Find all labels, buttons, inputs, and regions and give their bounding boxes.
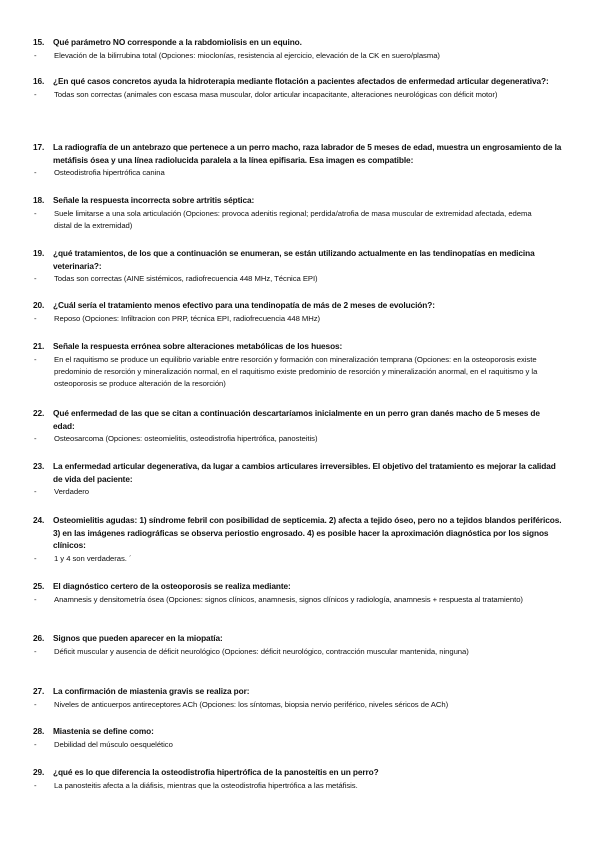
question-text: Señale la respuesta errónea sobre alteraciones metabólicas de los huesos: <box>53 341 343 351</box>
question-number: 27. <box>33 686 45 696</box>
question-item <box>33 685 563 711</box>
question-number: 29. <box>33 767 45 777</box>
question-text: ¿En qué casos concretos ayuda la hidroterapia mediante flotación a pacientes afectados de enfermedad articular degenerativa?: <box>53 76 549 86</box>
question-text: Miastenia se define como: <box>53 726 154 736</box>
bullet-dash: - <box>34 739 37 749</box>
question-number: 20. <box>33 300 45 310</box>
question-item <box>33 36 563 62</box>
question-item <box>33 141 563 179</box>
question-text: Signos que pueden aparecer en la miopatía: <box>53 633 223 643</box>
answer-text: Reposo (Opciones: Infiltracion con PRP, técnica EPI, radiofrecuencia 448 MHz) <box>54 313 321 323</box>
question-number: 22. <box>33 408 45 418</box>
question-number: 18. <box>33 195 45 205</box>
answer-text: Osteodistrofia hipertrófica canina <box>54 168 165 177</box>
answer-text: Todas son correctas (AINE sistémicos, radiofrecuencia 448 MHz, Técnica EPI) <box>54 274 318 283</box>
question-item <box>33 407 563 445</box>
question-number: 24. <box>33 515 45 525</box>
answer-text: Déficit muscular y ausencia de déficit neurológico (Opciones: déficit neurológico, contracción muscular mantenida, ninguna) <box>54 646 469 656</box>
question-number: 23. <box>33 461 45 471</box>
question-text: La radiografía de un antebrazo que pertenece a un perro macho, raza labrador de 5 meses de edad, muestra un engrosamiento de la metáfisis ósea y una línea radiolucida paralela a la línea epifisaria. Esa imagen es compatible: <box>53 142 562 165</box>
question-text: ¿qué es lo que diferencia la osteodistrofia hipertrófica de la panosteítis en un perro? <box>53 767 379 777</box>
answer-text: Debilidad del músculo oesquelético <box>54 739 173 749</box>
bullet-dash: - <box>34 274 37 283</box>
question-item <box>33 299 563 325</box>
bullet-dash: - <box>34 780 37 790</box>
question-text: ¿qué tratamientos, de los que a continuación se enumeran, se están utilizando actualmente en las tendinopatías en medicina veterinaria?: <box>53 248 535 271</box>
bullet-dash: - <box>34 699 37 709</box>
bullet-dash: - <box>34 553 37 563</box>
bullet-dash: - <box>34 487 37 496</box>
question-item <box>33 514 563 565</box>
question-item <box>33 632 563 658</box>
question-number: 19. <box>33 248 45 258</box>
answer-text: Anamnesis y densitometría ósea (Opciones: signos clínicos, anamnesis, signos clínicos y radiología, anamnesis + respuesta al tratamiento) <box>54 594 523 604</box>
question-number: 26. <box>33 633 45 643</box>
question-text: ¿Cuál sería el tratamiento menos efectivo para una tendinopatía de más de 2 meses de evolución?: <box>53 300 435 310</box>
question-text: Qué enfermedad de las que se citan a continuación descartaríamos inicialmente en un perro gran danés macho de 5 meses de edad: <box>53 408 540 431</box>
question-number: 17. <box>33 142 45 152</box>
question-item <box>33 194 563 232</box>
question-text: Osteomielitis agudas: 1) síndrome febril con posibilidad de septicemia. 2) afecta a tejido óseo, pero no a tejidos blandos periféricos. 3) en las imágenes radiográficas se observa periostio engrosado. 4) es posible hacer la aproximación diagnóstica por los signos clínicos: <box>53 515 562 550</box>
question-text: La enfermedad articular degenerativa, da lugar a cambios articulares irreversibles. El objetivo del tratamiento es mejorar la calidad de vida del paciente: <box>53 461 556 484</box>
answer-text: Niveles de anticuerpos antireceptores ACh (Opciones: los síntomas, biopsia nervio periférico, niveles séricos de ACh) <box>54 699 449 709</box>
answer-text: Elevación de la bilirrubina total (Opciones: mioclonías, resistencia al ejercicio, elevación de la CK en suero/plasma) <box>54 50 440 60</box>
bullet-dash: - <box>34 313 37 323</box>
question-item <box>33 340 563 390</box>
bullet-dash: - <box>34 646 37 656</box>
answer-text: 1 y 4 son verdaderas. ´ <box>54 553 132 563</box>
bullet-dash: - <box>34 354 37 364</box>
bullet-dash: - <box>34 208 37 218</box>
bullet-dash: - <box>34 50 37 60</box>
question-item <box>33 247 563 285</box>
question-text: Señale la respuesta incorrecta sobre artritis séptica: <box>53 195 255 205</box>
bullet-dash: - <box>34 89 37 99</box>
question-item <box>33 766 563 792</box>
question-number: 28. <box>33 726 45 736</box>
question-text: La confirmación de miastenia gravis se realiza por: <box>53 686 250 696</box>
bullet-dash: - <box>34 168 37 177</box>
question-item <box>33 725 563 751</box>
question-number: 15. <box>33 37 45 47</box>
question-number: 16. <box>33 76 45 86</box>
question-number: 21. <box>33 341 45 351</box>
answer-text: Osteosarcoma (Opciones: osteomielitis, osteodistrofia hipertrófica, panosteitis) <box>54 434 318 443</box>
question-item <box>33 75 563 101</box>
answer-text: En el raquitismo se produce un equilibrio variable entre resorción y formación con mineralización temprana (Opciones: en la osteoporosis existe predominio de resorción y mineralización normal, en el raquitismo existe predominio de resorción y mineralización anormal, en el raquitismo y la osteoporosis se produce alteración de la resorción) <box>54 354 538 388</box>
question-item <box>33 580 563 606</box>
bullet-dash: - <box>34 434 37 443</box>
question-text: El diagnóstico certero de la osteoporosis se realiza mediante: <box>53 581 291 591</box>
question-text: Qué parámetro NO corresponde a la rabdomiolisis en un equino. <box>53 37 302 47</box>
answer-text: Verdadero <box>54 487 90 496</box>
answer-text: La panosteitis afecta a la diáfisis, mientras que la osteodistrofia hipertrófica a las metáfisis. <box>54 780 358 790</box>
answer-text: Suele limitarse a una sola articulación (Opciones: provoca adenitis regional; perdida/atrofia de masa muscular de extremidad afectada, edema distal de la extremidad) <box>54 208 532 230</box>
answer-text: Todas son correctas (animales con escasa masa muscular, dolor articular incapacitante, alteraciones neurológicas con déficit motor) <box>54 89 498 99</box>
bullet-dash: - <box>34 594 37 604</box>
question-number: 25. <box>33 581 45 591</box>
question-item <box>33 460 563 498</box>
